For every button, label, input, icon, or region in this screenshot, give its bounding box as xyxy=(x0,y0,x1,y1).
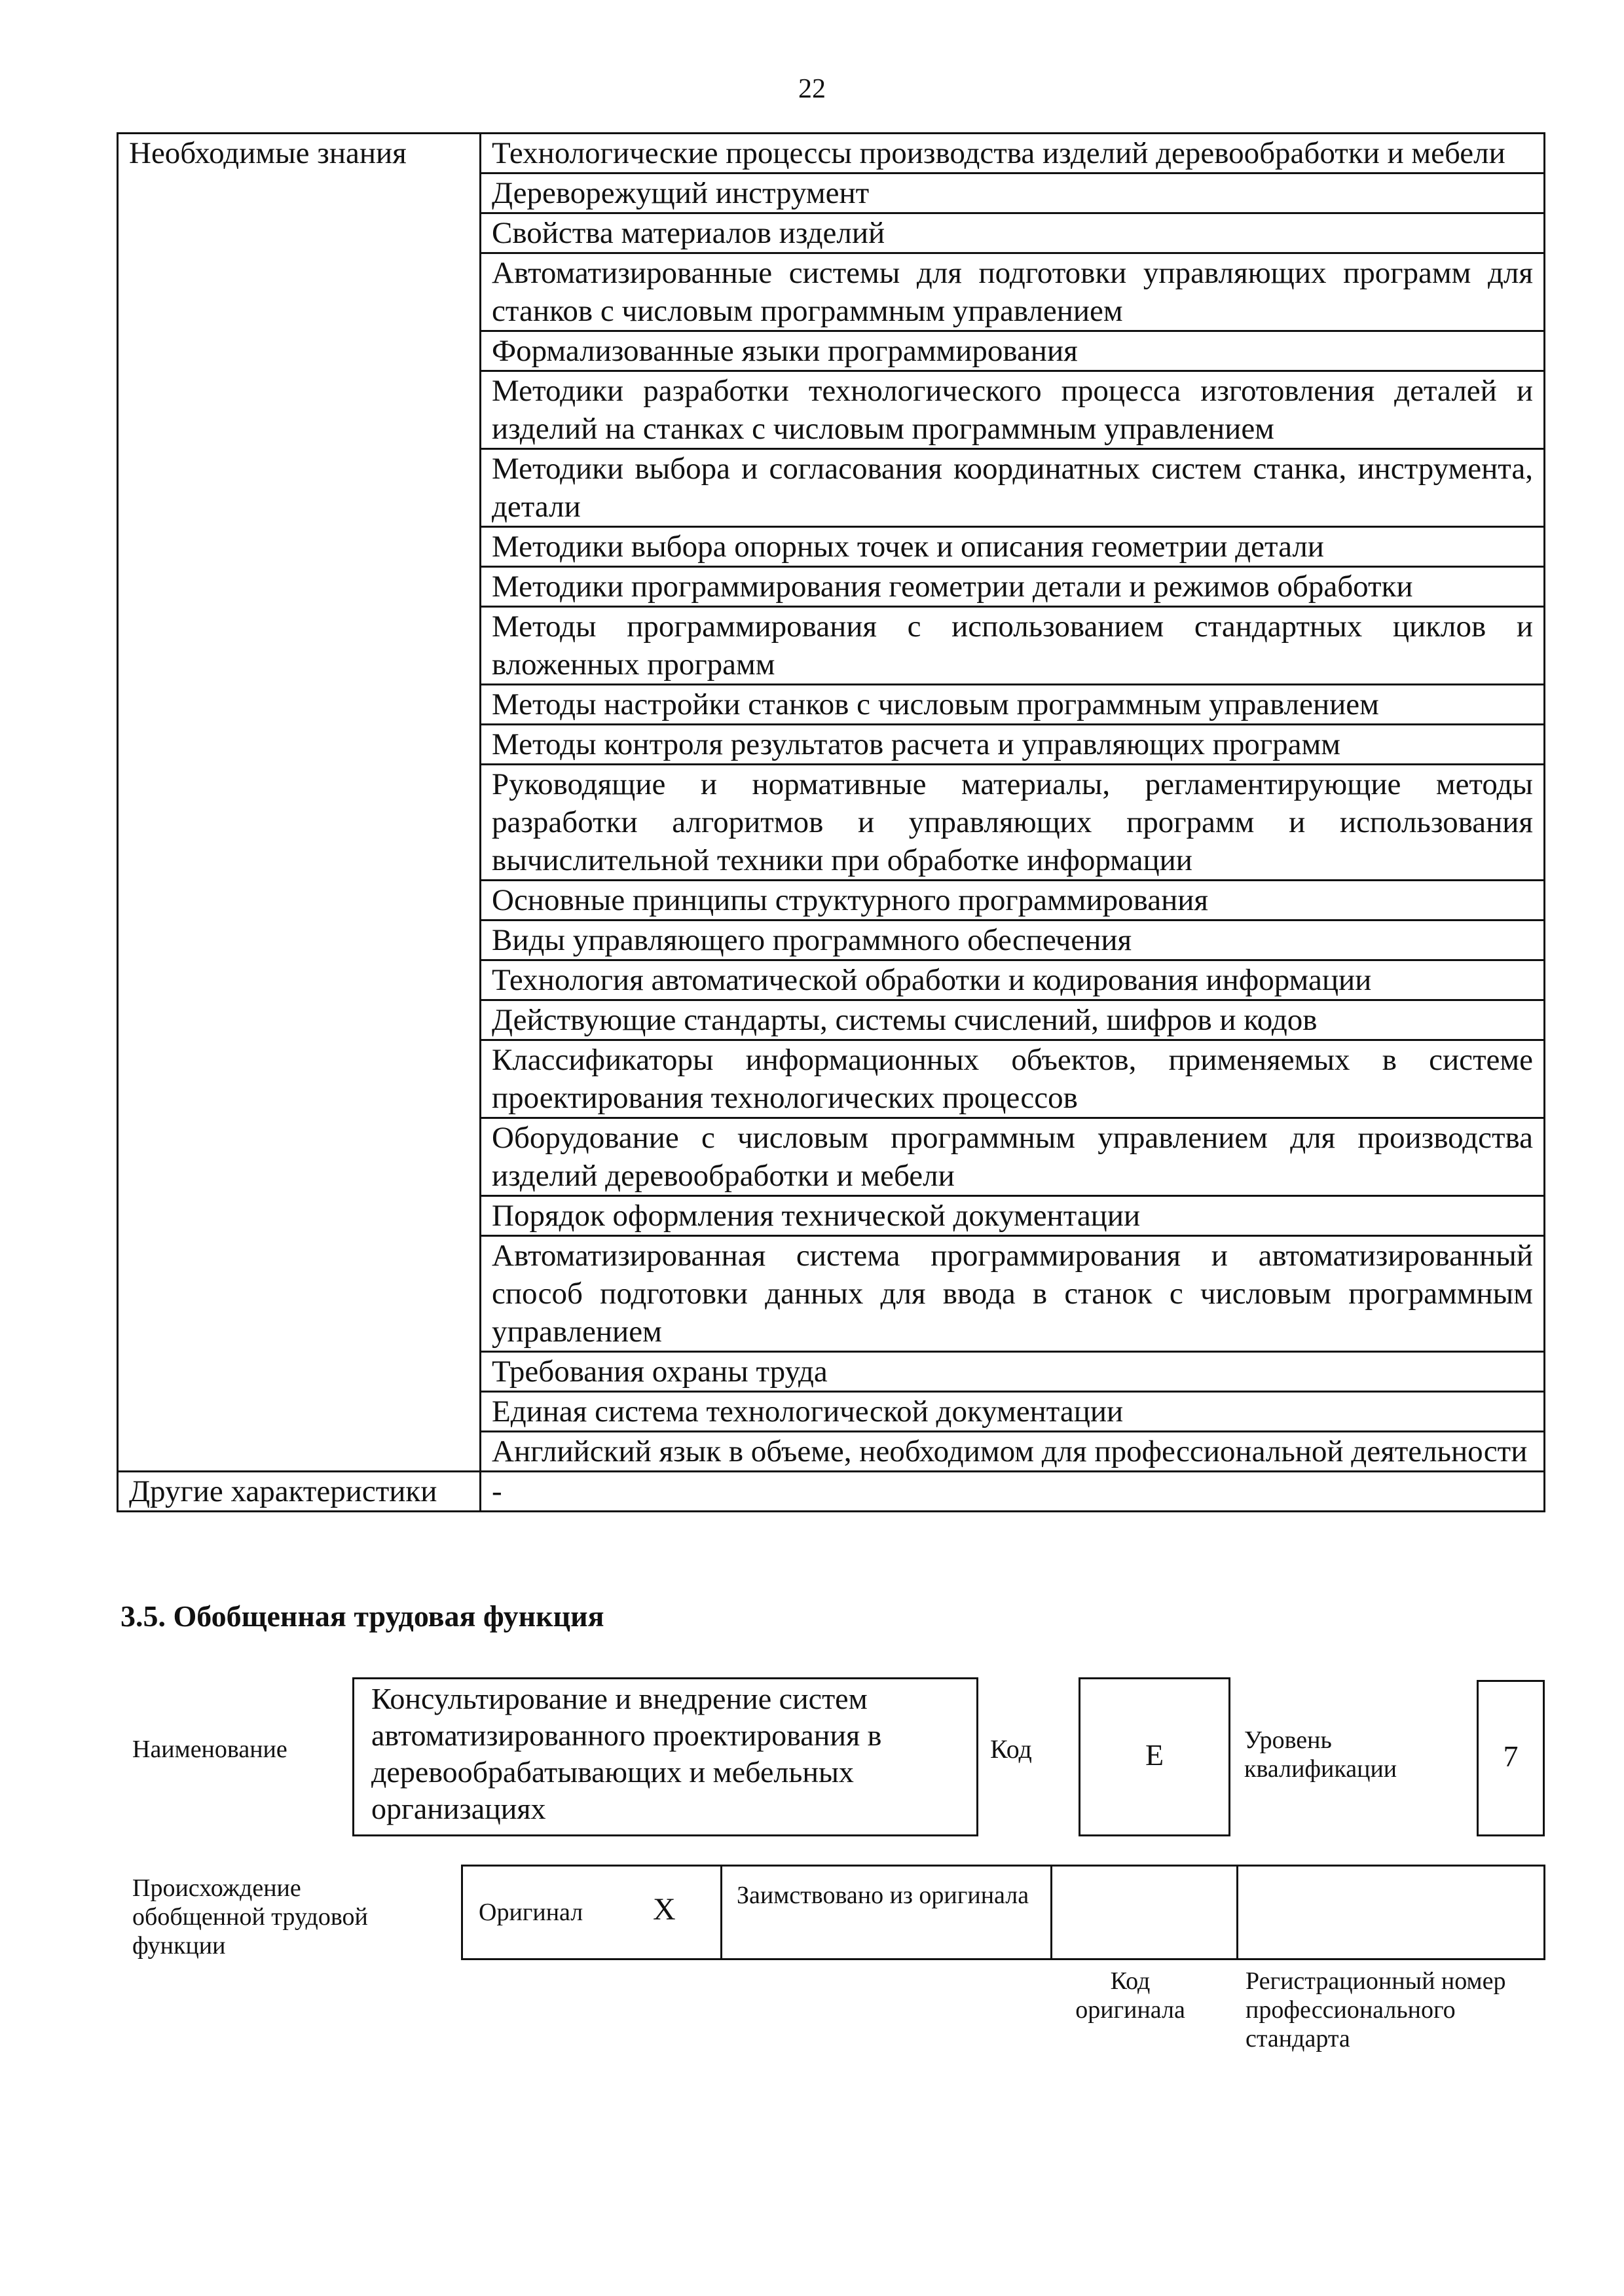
knowledge-item: Виды управляющего программного обеспечения xyxy=(481,920,1545,960)
code-original-label: Код оригинала xyxy=(1075,1967,1185,2024)
level-value: 7 xyxy=(1503,1740,1519,1773)
knowledge-item: Автоматизированная система программирования и автоматизированный способ подготовки данных для ввода в станок с числовым программным управлением xyxy=(481,1236,1545,1352)
borrowed-cell xyxy=(722,1867,1052,1958)
reg-number-label: Регистрационный номер профессионального стандарта xyxy=(1246,1967,1506,2052)
level-label: Уровень квалификации xyxy=(1244,1726,1397,1783)
knowledge-item: Руководящие и нормативные материалы, регламентирующие методы разработки алгоритмов и управляющих программ и использования вычислительной техники при обработке информации xyxy=(481,765,1545,881)
origin-table xyxy=(461,1865,1545,1960)
knowledge-item: Методики разработки технологического процесса изготовления деталей и изделий на станках с числовым программным управлением xyxy=(481,371,1545,449)
knowledge-item: Методы программирования с использованием стандартных циклов и вложенных программ xyxy=(481,607,1545,685)
knowledge-item: Дереворежущий инструмент xyxy=(481,173,1545,213)
reg-number-cell xyxy=(1238,1867,1543,1958)
borrowed-label: Заимствовано из оригинала xyxy=(737,1882,1029,1909)
original-mark: X xyxy=(653,1892,676,1927)
code-original-cell xyxy=(1052,1867,1238,1958)
knowledge-item: Методики программирования геометрии детали и режимов обработки xyxy=(481,567,1545,607)
code-value: E xyxy=(1145,1738,1164,1772)
knowledge-item: Методы контроля результатов расчета и управляющих программ xyxy=(481,725,1545,765)
knowledge-item: Единая система технологической документации xyxy=(481,1392,1545,1432)
knowledge-item: Порядок оформления технической документации xyxy=(481,1196,1545,1236)
knowledge-item: Технология автоматической обработки и кодирования информации xyxy=(481,960,1545,1000)
knowledge-item: Формализованные языки программирования xyxy=(481,331,1545,371)
knowledge-item: Оборудование с числовым программным управлением для производства изделий деревообработки и мебели xyxy=(481,1118,1545,1196)
section-title: 3.5. Обобщенная трудовая функция xyxy=(120,1599,604,1633)
code-label: Код xyxy=(990,1734,1032,1764)
name-box xyxy=(352,1677,978,1836)
original-cell xyxy=(463,1867,722,1958)
origin-label: Происхождение обобщенной трудовой функции xyxy=(132,1874,368,1959)
table-row xyxy=(118,134,1545,173)
knowledge-item: Методики выбора и согласования координатных систем станка, инструмента, детали xyxy=(481,449,1545,527)
knowledge-label: Необходимые знания xyxy=(118,134,481,1472)
knowledge-item: Свойства материалов изделий xyxy=(481,213,1545,253)
knowledge-item: Основные принципы структурного программирования xyxy=(481,881,1545,920)
name-label: Наименование xyxy=(132,1736,287,1763)
knowledge-table xyxy=(117,132,1545,1512)
knowledge-item: Автоматизированные системы для подготовки управляющих программ для станков с числовым программным управлением xyxy=(481,253,1545,331)
level-box xyxy=(1477,1680,1545,1836)
table-row-other xyxy=(118,1472,1545,1512)
other-label: Другие характеристики xyxy=(118,1472,481,1512)
knowledge-item: Требования охраны труда xyxy=(481,1352,1545,1392)
knowledge-item: Технологические процессы производства изделий деревообработки и мебели xyxy=(481,134,1545,173)
code-box xyxy=(1079,1677,1230,1836)
knowledge-item: Действующие стандарты, системы счислений, шифров и кодов xyxy=(481,1000,1545,1040)
knowledge-item: Методы настройки станков с числовым программным управлением xyxy=(481,685,1545,725)
original-label: Оригинал xyxy=(479,1899,583,1926)
knowledge-item: Английский язык в объеме, необходимом для профессиональной деятельности xyxy=(481,1432,1545,1472)
other-value: - xyxy=(481,1472,1545,1512)
knowledge-item: Методики выбора опорных точек и описания геометрии детали xyxy=(481,527,1545,567)
knowledge-item: Классификаторы информационных объектов, применяемых в системе проектирования технологических процессов xyxy=(481,1040,1545,1118)
page-number: 22 xyxy=(798,74,826,104)
name-value: Консультирование и внедрение систем автоматизированного проектирования в деревообрабатывающих и мебельных организациях xyxy=(371,1682,882,1825)
